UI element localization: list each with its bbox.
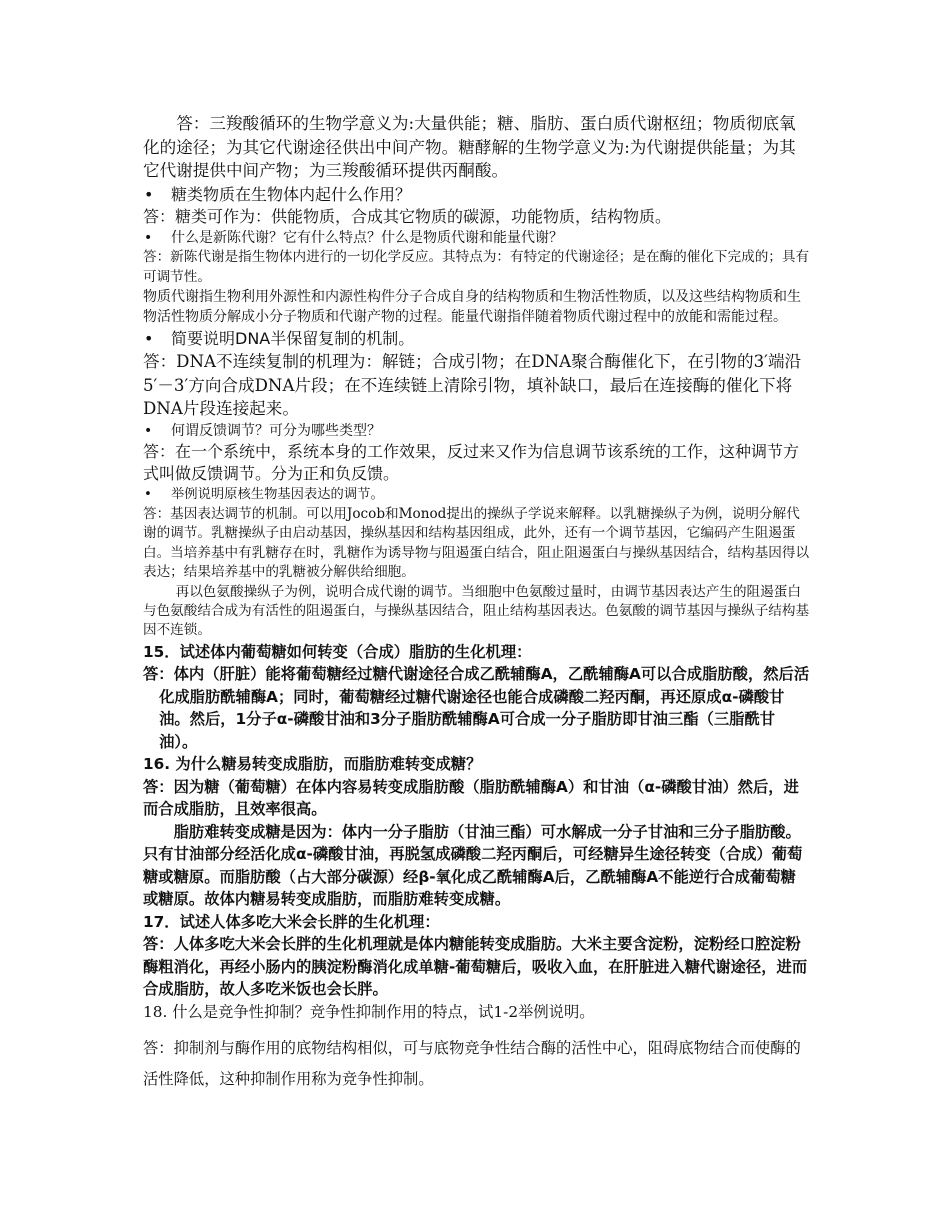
paragraph-metabolism-answer: 答：新陈代谢是指生物体内进行的一切化学反应。其特点为：有特定的代谢途径；是在酶的催化下完成的；具有可调节性。 <box>143 249 810 285</box>
bullet-question-gene-expression <box>143 486 811 505</box>
document-body <box>143 112 811 1095</box>
question-text: 举例说明原核生物基因表达的调节。 <box>171 487 384 503</box>
paragraph-sugar-role-answer: 答：糖类可作为：供能物质，合成其它物质的碳源，功能物质，结构物质。 <box>143 206 672 226</box>
answer-16-continued: 脂肪难转变成糖是因为：体内一分子脂肪（甘油三酯）可水解成一分子甘油和三分子脂肪酸。只有甘油部分经活化成α-磷酸甘油，再脱氢成磷酸二羟丙酮后，可经糖异生途径转变（合成）葡萄糖或糖原。而脂肪酸（占大部分碳源）经β-氧化成乙酰辅酶A后，乙酰辅酶A不能逆行合成葡萄糖或糖原。故体内糖易转变成脂肪，而脂肪难转变成糖。 <box>143 822 803 909</box>
paragraph-lac-operon-answer: 答：基因表达调节的机制。可以用Jocob和Monod提出的操纵子学说来解释。以乳糖操纵子为例，说明分解代谢的调节。乳糖操纵子由启动基因，操纵基因和结构基因组成，此外，还有一个调节基因，它编码产生阻遏蛋白。当培养基中有乳糖存在时，乳糖作为诱导物与阻遏蛋白结合，阻止阻遏蛋白与操纵基因结合，结构基因得以表达；结果培养基中的乳糖被分解供给细胞。 <box>143 506 810 581</box>
bullet-question-feedback <box>143 421 811 441</box>
question-text: 何谓反馈调节？可分为哪些类型？ <box>171 422 381 439</box>
answer-18: 答：抑制剂与酶作用的底物结构相似，可与底物竞争性结合酶的活性中心，阻碍底物结合而使酶的活性降低，这种抑制作用称为竞争性抑制。 <box>143 1039 801 1089</box>
question-text: 什么是新陈代谢？它有什么特点？什么是物质代谢和能量代谢？ <box>171 230 563 247</box>
bullet-dot: • <box>144 422 153 439</box>
answer-17: 答：人体多吃大米会长胖的生化机理就是体内糖能转变成脂肪。大米主要含淀粉，淀粉经口腔淀粉酶粗消化，再经小肠内的胰淀粉酶消化成单糖-葡萄糖后，吸收入血，在肝脏进入糖代谢途径，进而合成脂肪，故人多吃米饭也会长胖。 <box>143 935 808 999</box>
paragraph-material-energy-metabolism: 物质代谢指生物利用外源性和内源性构件分子合成自身的结构物质和生物活性物质，以及这些结构物质和生物活性物质分解成小分子物质和代谢产物的过程。能量代谢指伴随着物质代谢过程中的放能和需能过程。 <box>143 289 801 326</box>
answer-15: 答：体内（肝脏）能将葡萄糖经过糖代谢途径合成乙酰辅酶A，乙酰辅酶A可以合成脂肪酸，然后活化成脂肪酰辅酶A；同时，葡萄糖经过糖代谢途径也能合成磷酸二羟丙酮，再还原成α-磷酸甘油。然后，1分子α-磷酸甘油和3分子脂肪酰辅酶A可合成一分子脂肪即甘油三酯（三脂酰甘油）。 <box>143 665 810 751</box>
bullet-question-metabolism <box>143 228 811 248</box>
question-16-heading: 16. 为什么糖易转变成脂肪，而脂肪难转变成糖？ <box>143 755 482 774</box>
question-17-heading: 17．试述人体多吃大米会长胖的生化机理： <box>143 912 440 931</box>
answer-16: 答：因为糖（葡萄糖）在体内容易转变成脂肪酸（脂肪酰辅酶A）和甘油（α-磷酸甘油）然后，进而合成脂肪，且效率很高。 <box>143 777 799 819</box>
paragraph-trp-operon-answer: 再以色氨酸操纵子为例，说明合成代谢的调节。当细胞中色氨酸过量时，由调节基因表达产生的阻遏蛋白与色氨酸结合成为有活性的阻遏蛋白，与操纵基因结合，阻止结构基因表达。色氨酸的调节基因与操纵子结构基因不连锁。 <box>143 583 810 639</box>
bullet-question-dna-replication <box>143 327 811 350</box>
paragraph-dna-replication-answer: 答：DNA不连续复制的机理为：解链；合成引物；在DNA聚合酶催化下，在引物的3′端沿5′－3′方向合成DNA片段；在不连续链上清除引物，填补缺口，最后在连接酶的催化下将DNA片段连接起来。 <box>143 352 802 419</box>
question-text: 糖类物质在生物体内起什么作用？ <box>171 184 412 204</box>
bullet-dot: • <box>144 184 154 204</box>
question-15-heading: 15．试述体内葡萄糖如何转变（合成）脂肪的生化机理： <box>143 642 532 661</box>
paragraph-tca-significance: 答：三羧酸循环的生物学意义为:大量供能；糖、脂肪、蛋白质代谢枢纽；物质彻底氧化的途径；为其它代谢途径供出中间产物。糖酵解的生物学意义为:为代谢提供能量；为其它代谢提供中间产物；为三羧酸循环提供丙酮酸。 <box>143 114 796 180</box>
bullet-question-sugar-role <box>143 183 811 206</box>
paragraph-feedback-answer: 答：在一个系统中，系统本身的工作效果，反过来又作为信息调节该系统的工作，这种调节方式叫做反馈调节。分为正和负反馈。 <box>143 441 800 484</box>
question-text: 简要说明DNA半保留复制的机制。 <box>171 329 415 349</box>
bullet-dot: • <box>144 487 152 503</box>
question-18-heading: 18. 什么是竞争性抑制？竞争性抑制作用的特点，试1-2举例说明。 <box>143 1002 595 1021</box>
bullet-dot: • <box>144 230 153 247</box>
bullet-dot: • <box>144 329 154 349</box>
